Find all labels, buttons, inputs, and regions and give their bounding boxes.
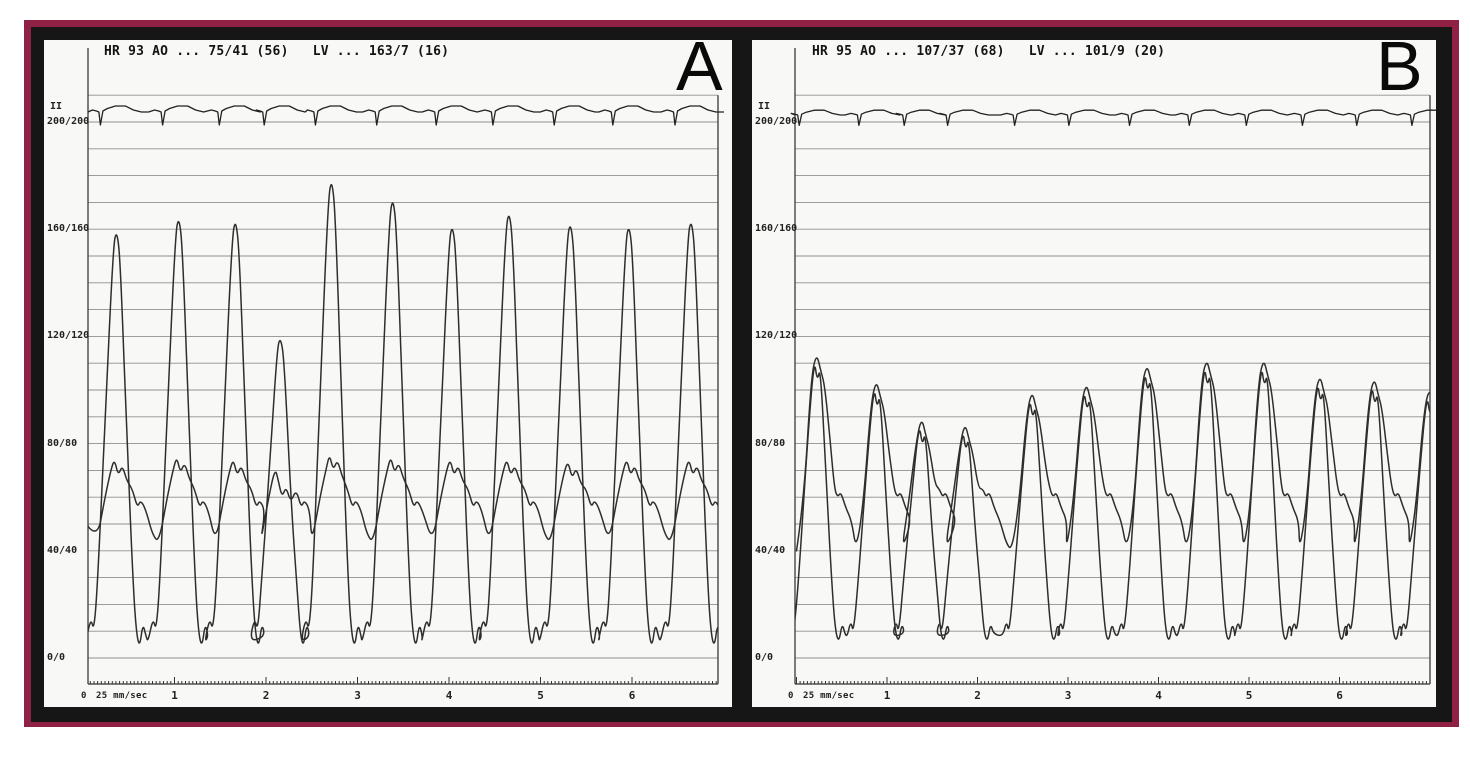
- ecg-lead-label: II: [758, 101, 771, 112]
- paper-speed-label: 25 mm/sec: [96, 691, 148, 701]
- lv-pressure-trace: [788, 367, 1437, 639]
- panel-b: [752, 27, 1436, 707]
- x-axis-origin-label: 0: [788, 691, 794, 701]
- pressure-plot-a: [44, 40, 732, 707]
- panel-a: [44, 27, 732, 707]
- y-axis-tick-label: 160/160: [755, 223, 798, 235]
- ao-pressure-trace: [797, 358, 1437, 551]
- ecg-lead-label: II: [50, 101, 63, 112]
- y-axis-tick-label: 0/0: [47, 652, 66, 663]
- ecg-trace: [791, 110, 1436, 125]
- y-axis-tick-label: 40/40: [47, 544, 78, 556]
- x-axis-tick-label: 4: [445, 689, 453, 702]
- x-axis-tick-label: 5: [537, 689, 544, 702]
- y-axis-tick-label: 0/0: [755, 652, 774, 663]
- y-axis-tick-label: 160/160: [47, 223, 90, 235]
- pressure-plot-b: [752, 40, 1436, 707]
- y-axis-tick-label: 120/120: [47, 330, 90, 342]
- y-axis-tick-label: 120/120: [755, 330, 798, 342]
- y-axis-tick-label: 40/40: [755, 544, 786, 556]
- x-axis-origin-label: 0: [81, 691, 87, 701]
- x-axis-tick-label: 1: [883, 689, 891, 702]
- time-ruler: [88, 677, 718, 684]
- panel-letter-b: B: [1376, 27, 1423, 105]
- y-axis-tick-label: 80/80: [47, 437, 78, 449]
- x-axis-tick-label: 6: [1336, 689, 1343, 702]
- plot-borders: [88, 48, 718, 684]
- pressure-gridlines: [88, 95, 718, 658]
- lv-pressure-trace: [83, 185, 732, 643]
- x-axis-tick-label: 2: [974, 689, 981, 702]
- hemodynamic-summary-a: HR 93 AO ... 75/41 (56) LV ... 163/7 (16): [104, 44, 450, 59]
- y-axis-tick-label: 200/200: [755, 116, 798, 127]
- x-axis-tick-label: 1: [171, 689, 178, 702]
- time-ruler: [795, 677, 1430, 684]
- x-axis-tick-label: 6: [628, 689, 636, 702]
- x-axis-tick-label: 2: [262, 689, 270, 702]
- panel-letter-a: A: [676, 27, 723, 105]
- x-axis-tick-label: 3: [354, 689, 361, 702]
- y-axis-tick-label: 200/200: [47, 116, 90, 127]
- x-axis-tick-label: 3: [1064, 689, 1072, 702]
- paper-speed-label: 25 mm/sec: [803, 691, 855, 701]
- y-axis-tick-label: 80/80: [755, 437, 786, 449]
- x-axis-tick-label: 5: [1245, 689, 1253, 702]
- hemodynamic-summary-b: HR 95 AO ... 107/37 (68) LV ... 101/9 (20): [812, 44, 1166, 59]
- x-axis-tick-label: 4: [1155, 689, 1162, 702]
